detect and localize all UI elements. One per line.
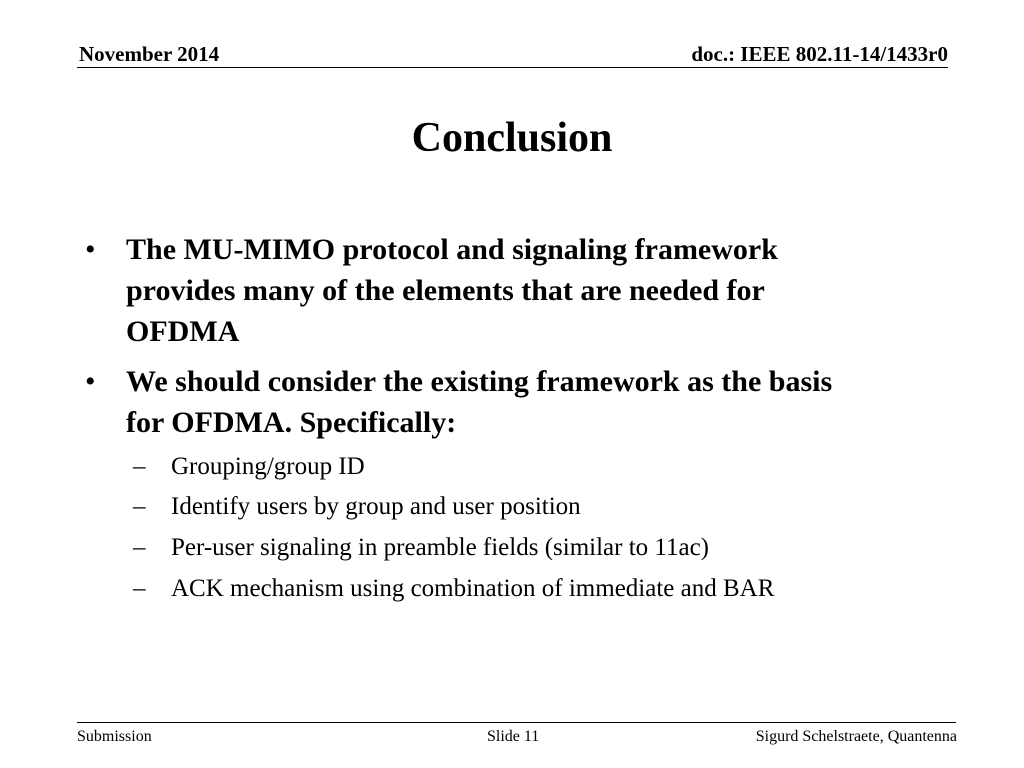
- slide-title: Conclusion: [411, 115, 613, 161]
- bullet-line: provides many of the elements that are needed for: [126, 274, 765, 307]
- footer-author: Sigurd Schelstraete, Quantenna: [755, 728, 957, 745]
- bullet-line: for OFDMA. Specifically:: [126, 406, 457, 439]
- footer-submission: Submission: [77, 728, 152, 745]
- header-date: November 2014: [79, 42, 220, 66]
- header-divider: [77, 67, 948, 68]
- sub-bullet-item: Identify users by group and user position: [171, 493, 581, 520]
- sub-bullet-item: Per-user signaling in preamble fields (similar to 11ac): [171, 534, 710, 561]
- sub-bullet-item: ACK mechanism using combination of immediate and BAR: [171, 575, 775, 602]
- sub-bullet-marker: –: [133, 534, 146, 561]
- sub-bullet-marker: –: [133, 453, 146, 480]
- bullet-line: We should consider the existing framework as the basis: [126, 365, 833, 398]
- bullet-line: OFDMA: [126, 315, 240, 348]
- sub-bullet-marker: –: [133, 493, 146, 520]
- header-doc-id: doc.: IEEE 802.11-14/1433r0: [691, 42, 948, 66]
- bullet-marker: •: [85, 365, 96, 398]
- sub-bullet-marker: –: [133, 575, 146, 602]
- footer-slide-number: Slide 11: [487, 728, 540, 745]
- sub-bullet-item: Grouping/group ID: [171, 453, 365, 480]
- bullet-line: The MU-MIMO protocol and signaling framework: [126, 233, 778, 266]
- footer-divider: [77, 722, 956, 723]
- bullet-marker: •: [85, 233, 96, 266]
